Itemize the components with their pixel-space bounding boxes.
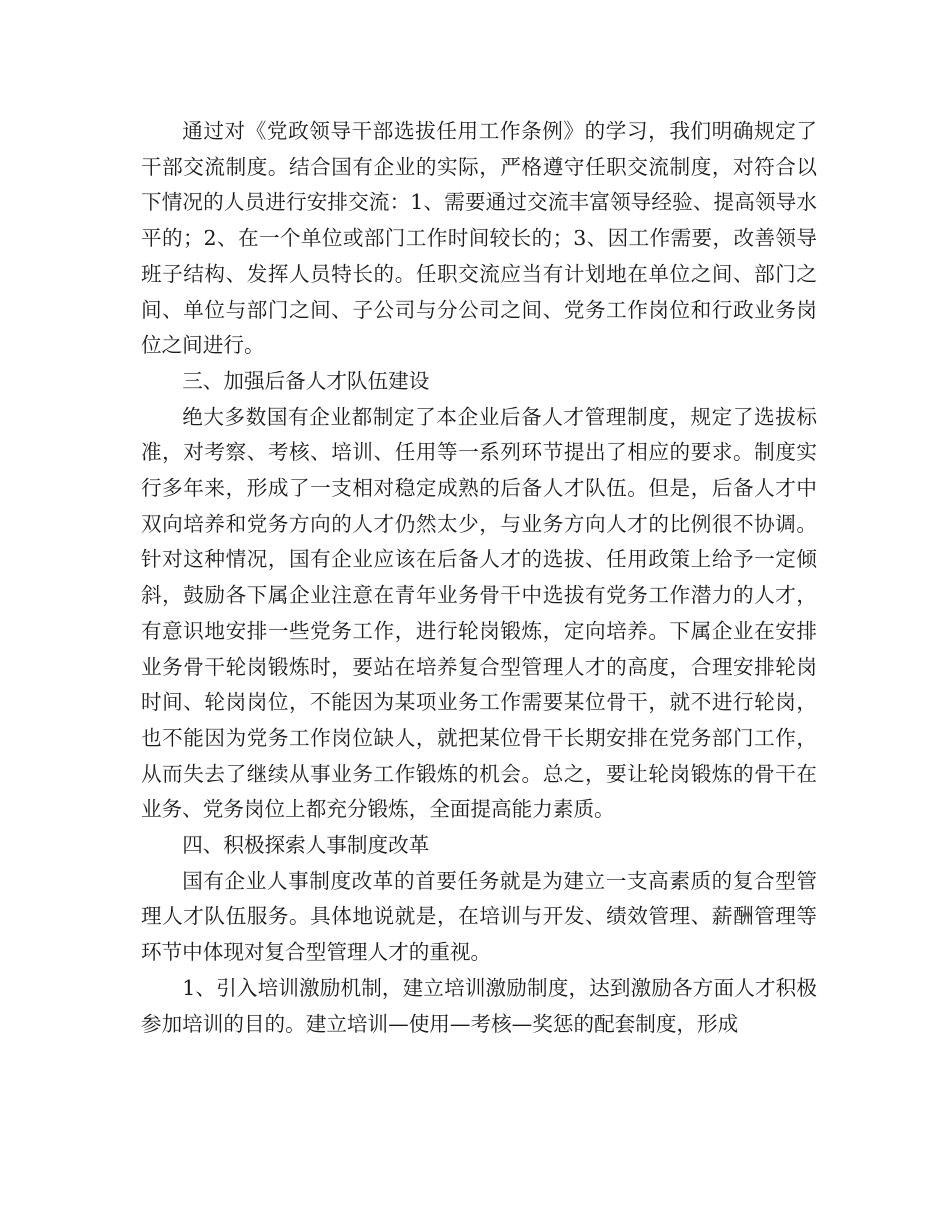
section-heading-personnel-reform: 四、积极探索人事制度改革 <box>182 833 430 858</box>
section-heading-reserve-talent: 三、加强后备人才队伍建设 <box>182 368 430 393</box>
paragraph-reserve-talent: 绝大多数国有企业都制定了本企业后备人才管理制度，规定了选拔标准，对考察、考核、培训、任用等一系列环节提出了相应的要求。制度实行多年来，形成了一支相对稳定成熟的后备人才队伍。但是，后备人才中双向培养和党务方向的人才仍然太少，与业务方向人才的比例很不协调。针对这种情况，国有企业应该在后备人才的选拔、任用政策上给予一定倾斜，鼓励各下属企业注意在青年业务骨干中选拔有党务工作潜力的人才，有意识地安排一些党务工作，进行轮岗锻炼，定向培养。下属企业在安排业务骨干轮岗锻炼时，要站在培养复合型管理人才的高度，合理安排轮岗时间、轮岗岗位，不能因为某项业务工作需要某位骨干，就不进行轮岗，也不能因为党务工作岗位缺人，就把某位骨干长期安排在党务部门工作，从而失去了继续从事业务工作锻炼的机会。总之，要让轮岗锻炼的骨干在业务、党务岗位上都充分锻炼，全面提高能力素质。 <box>141 404 817 822</box>
paragraph-training-incentive: 1、引入培训激励机制，建立培训激励制度，达到激励各方面人才积极参加培训的目的。建立培训—使用—考核—奖惩的配套制度，形成 <box>141 975 817 1036</box>
document-page <box>141 114 817 1042</box>
paragraph-cadre-exchange: 通过对《党政领导干部选拔任用工作条例》的学习，我们明确规定了干部交流制度。结合国有企业的实际，严格遵守任职交流制度，对符合以下情况的人员进行安排交流：1、需要通过交流丰富领导经验、提高领导水平的；2、在一个单位或部门工作时间较长的；3、因工作需要，改善领导班子结构、发挥人员特长的。任职交流应当有计划地在单位之间、部门之间、单位与部门之间、子公司与分公司之间、党务工作岗位和行政业务岗位之间进行。 <box>141 119 817 358</box>
paragraph-personnel-reform: 国有企业人事制度改革的首要任务就是为建立一支高素质的复合型管理人才队伍服务。具体地说就是，在培训与开发、绩效管理、薪酬管理等环节中体现对复合型管理人才的重视。 <box>141 868 817 965</box>
